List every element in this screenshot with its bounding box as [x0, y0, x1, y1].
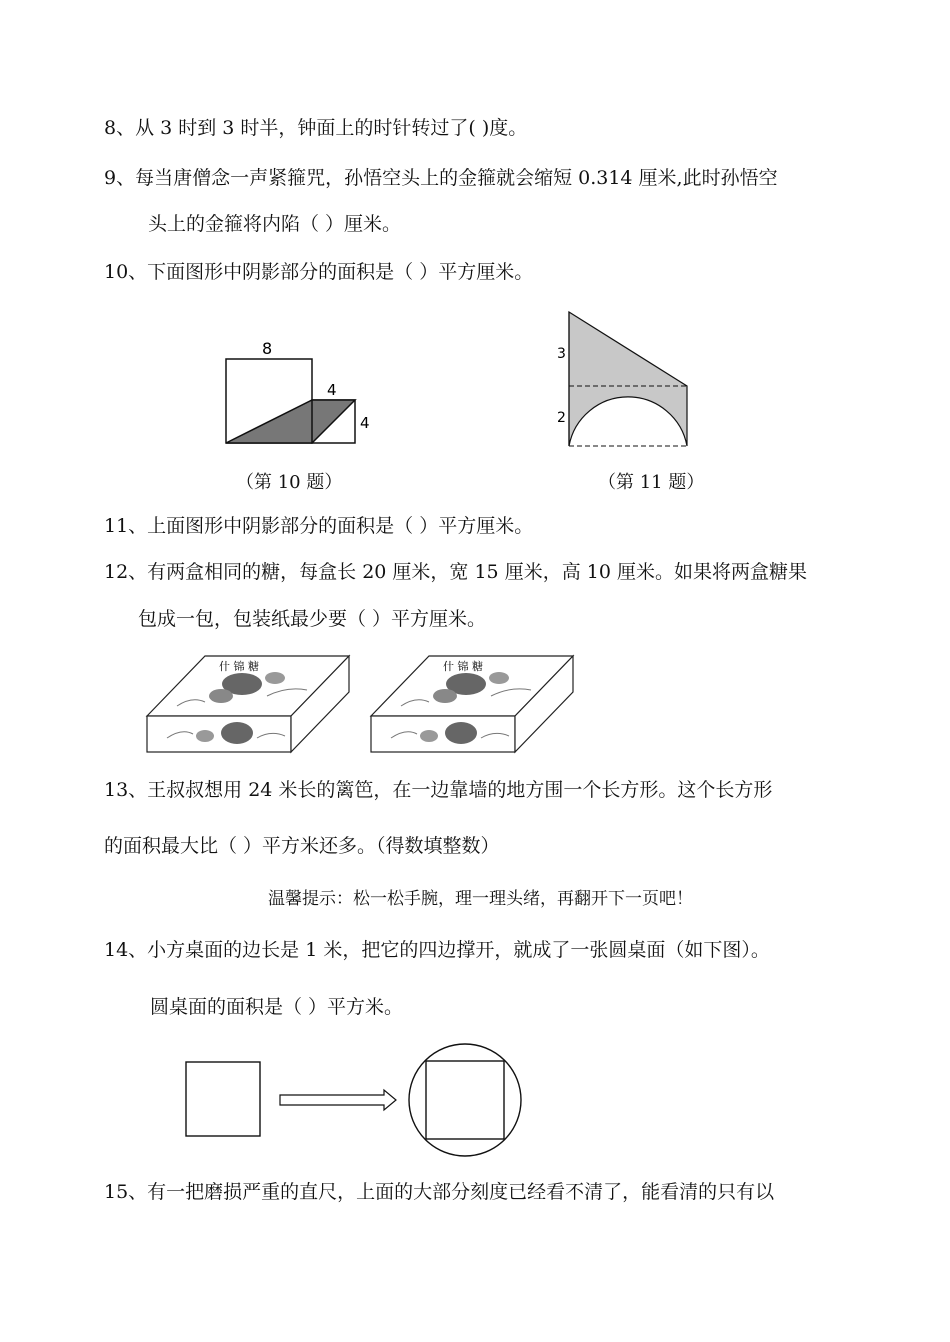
figure-q11	[555, 308, 705, 458]
question-13-line-2: 的面积最大比（ ）平方米还多。（得数填整数）	[104, 835, 500, 857]
question-15-line-1: 15、有一把磨损严重的直尺，上面的大部分刻度已经看不清了，能看清的只有以	[104, 1181, 775, 1203]
figure-q10-label-top: 8	[262, 339, 273, 358]
caption-q10: （第 10 题）	[236, 472, 343, 493]
question-12-line-2: 包成一包，包装纸最少要（ ）平方厘米。	[138, 608, 487, 630]
question-9-line-1: 9、每当唐僧念一声紧箍咒，孙悟空头上的金箍就会缩短 0.314 厘米,此时孙悟空	[104, 167, 778, 189]
candy-box-2	[371, 656, 581, 756]
figure-q10	[220, 336, 370, 446]
question-9-line-2: 头上的金箍将内陷（ ）厘米。	[148, 213, 402, 235]
question-13-line-1: 13、王叔叔想用 24 米长的篱笆，在一边靠墙的地方围一个长方形。这个长方形	[104, 779, 773, 801]
figure-q10-label-small-top: 4	[327, 381, 337, 399]
tip-text: 温馨提示：松一松手腕，理一理头绪，再翻开下一页吧！	[268, 889, 693, 909]
question-14-line-1: 14、小方桌面的边长是 1 米，把它的四边撑开，就成了一张圆桌面（如下图）。	[104, 939, 770, 961]
question-12-line-1: 12、有两盒相同的糖，每盒长 20 厘米，宽 15 厘米，高 10 厘米。如果将两盒糖果	[104, 561, 807, 583]
figure-q14	[184, 1058, 534, 1158]
figure-q11-label-lower: 2	[557, 410, 566, 426]
question-8: 8、从 3 时到 3 时半，钟面上的时针转过了( )度。	[104, 117, 528, 139]
candy-box-2-label: 什 锦 糖	[443, 660, 483, 673]
candy-box-1-label: 什 锦 糖	[219, 660, 259, 673]
question-14-line-2: 圆桌面的面积是（ ）平方米。	[150, 996, 404, 1018]
figure-q10-label-small-side: 4	[360, 414, 370, 432]
candy-box-1	[147, 656, 357, 756]
question-11: 11、上面图形中阴影部分的面积是（ ）平方厘米。	[104, 515, 534, 537]
figure-q11-label-upper: 3	[557, 346, 566, 362]
question-10: 10、下面图形中阴影部分的面积是（ ）平方厘米。	[104, 261, 534, 283]
caption-q11: （第 11 题）	[598, 472, 705, 493]
